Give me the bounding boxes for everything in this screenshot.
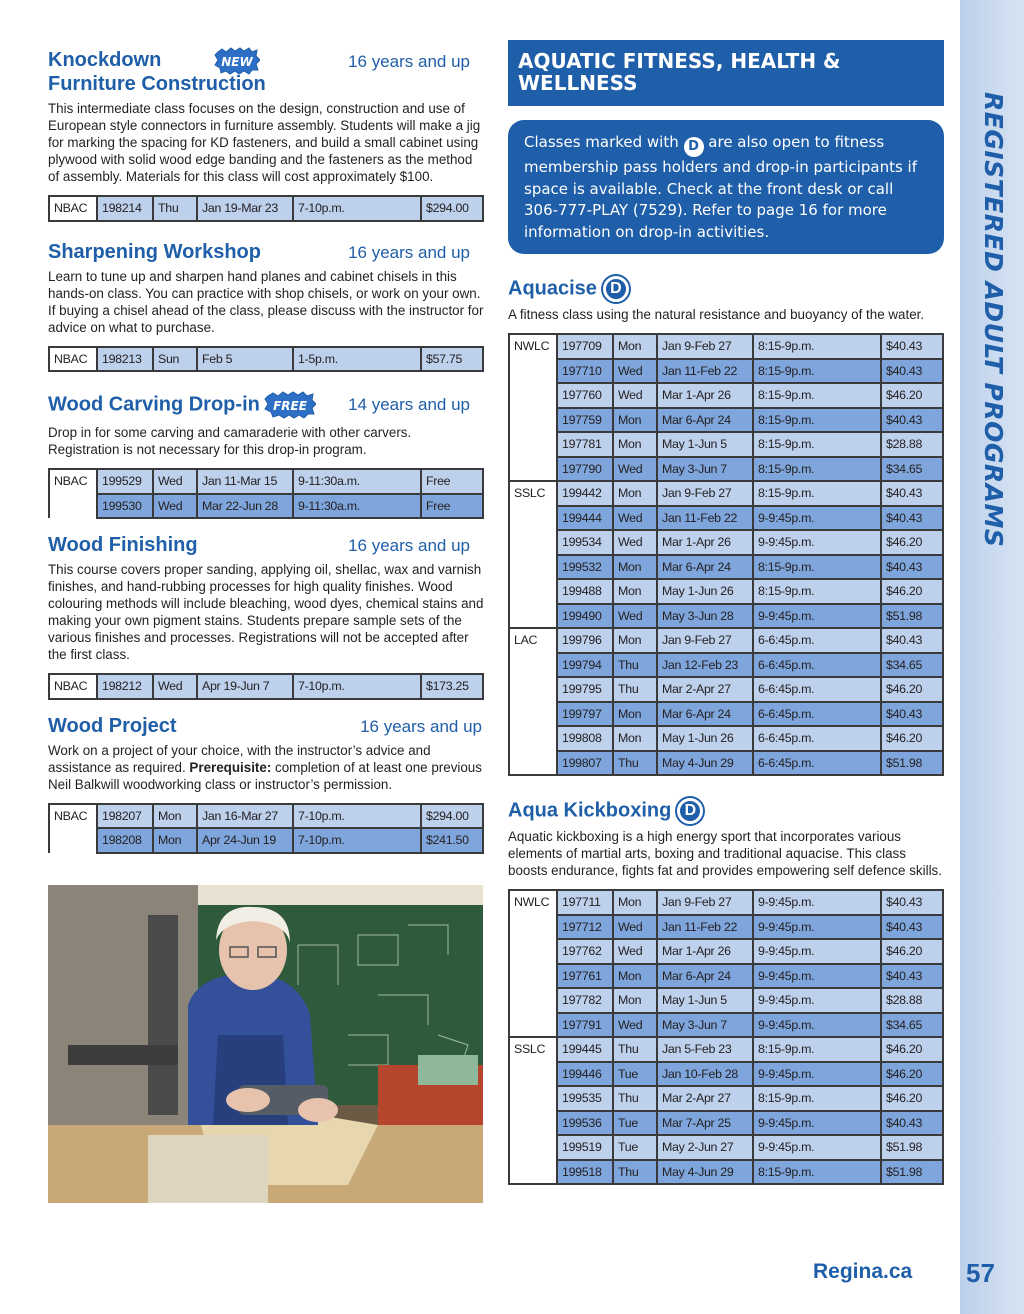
day-cell: Thu (613, 751, 657, 776)
dates-cell: Mar 22-Jun 28 (197, 494, 293, 519)
course-code-cell: 199442 (557, 481, 613, 506)
price-cell: $51.98 (881, 604, 943, 629)
price-cell: $34.65 (881, 1013, 943, 1038)
table-row (509, 677, 943, 702)
table-row (509, 628, 943, 653)
day-cell: Wed (613, 530, 657, 555)
course-code-cell: 198213 (97, 347, 153, 372)
day-cell: Sun (153, 347, 197, 372)
day-cell: Tue (613, 1062, 657, 1087)
section-description: Aquatic kickboxing is a high energy sport that incorporates various elements of martial arts, boxing and traditional aquacise. This class boosts endurance, fights fat and provides empowering self defence skills. (508, 829, 942, 878)
age-label: 14 years and up (348, 395, 470, 414)
course-code-cell: 199488 (557, 579, 613, 604)
course-code-cell: 199490 (557, 604, 613, 629)
price-cell: $40.43 (881, 890, 943, 915)
time-cell: 6-6:45p.m. (753, 702, 881, 727)
dates-cell: May 2-Jun 27 (657, 1135, 753, 1160)
section-description: Learn to tune up and sharpen hand planes and cabinet chisels in this hands-on class. You can practice with shop chisels, or work on your own. If buying a chisel ahead of the class, please discuss with the instructor for advice on what to purchase. (48, 268, 484, 335)
dates-cell: Mar 2-Apr 27 (657, 677, 753, 702)
day-cell: Wed (153, 494, 197, 519)
section-description: This course covers proper sanding, applying oil, shellac, wax and varnish finishes, and hand-rubbing processes for high quality finishes. Wood colouring methods will include bleaching, wood dyes, chemical stains and making your own pigment stains. Students prepare sample sets of the various finishes and processes. Registrations will not be accepted after the first class. (48, 562, 484, 662)
day-cell: Thu (613, 1086, 657, 1111)
day-cell: Mon (613, 702, 657, 727)
dates-cell: Jan 12-Feb 23 (657, 653, 753, 678)
section-title: Aqua Kickboxing D (508, 798, 944, 824)
section-finishing (48, 533, 484, 700)
price-cell: $241.50 (421, 828, 483, 853)
dates-cell: Jan 9-Feb 27 (657, 481, 753, 506)
table-row (509, 359, 943, 384)
schedule-table (508, 333, 944, 776)
time-cell: 9-9:45p.m. (753, 1135, 881, 1160)
course-code-cell: 199530 (97, 494, 153, 519)
price-cell: $40.43 (881, 481, 943, 506)
section-kickboxing (508, 798, 944, 1185)
dates-cell: Jan 9-Feb 27 (657, 628, 753, 653)
table-row (509, 988, 943, 1013)
time-cell: 8:15-9p.m. (753, 334, 881, 359)
dates-cell: Jan 11-Feb 22 (657, 915, 753, 940)
day-cell: Mon (613, 890, 657, 915)
schedule-table (508, 889, 944, 1185)
location-cell: NWLC (509, 334, 557, 481)
course-code-cell: 199445 (557, 1037, 613, 1062)
price-cell: $34.65 (881, 457, 943, 482)
table-row (509, 915, 943, 940)
section-project (48, 714, 484, 854)
time-cell: 7-10p.m. (293, 828, 421, 853)
table-row (509, 432, 943, 457)
time-cell: 9-11:30a.m. (293, 494, 421, 519)
woodworking-photo (48, 885, 483, 1203)
course-code-cell: 197761 (557, 964, 613, 989)
section-carving (48, 390, 484, 519)
time-cell: 9-11:30a.m. (293, 469, 421, 494)
dates-cell: Jan 9-Feb 27 (657, 334, 753, 359)
dates-cell: May 4-Jun 29 (657, 1160, 753, 1185)
day-cell: Thu (613, 1037, 657, 1062)
course-code-cell: 199536 (557, 1111, 613, 1136)
table-row (509, 555, 943, 580)
dates-cell: Mar 2-Apr 27 (657, 1086, 753, 1111)
time-cell: 7-10p.m. (293, 804, 421, 829)
course-code-cell: 199535 (557, 1086, 613, 1111)
table-row (509, 726, 943, 751)
course-code-cell: 198214 (97, 196, 153, 221)
day-cell: Thu (613, 653, 657, 678)
time-cell: 1-5p.m. (293, 347, 421, 372)
course-code-cell: 199532 (557, 555, 613, 580)
table-row (509, 457, 943, 482)
course-code-cell: 199519 (557, 1135, 613, 1160)
price-cell: $46.20 (881, 530, 943, 555)
day-cell: Tue (613, 1135, 657, 1160)
page-number: 57 (966, 1258, 995, 1288)
price-cell: $40.43 (881, 506, 943, 531)
price-cell: $28.88 (881, 432, 943, 457)
dates-cell: Jan 11-Mar 15 (197, 469, 293, 494)
day-cell: Mon (613, 964, 657, 989)
table-row (49, 469, 483, 494)
course-code-cell: 197782 (557, 988, 613, 1013)
rows-carving (49, 469, 483, 518)
dates-cell: Jan 16-Mar 27 (197, 804, 293, 829)
price-cell: $40.43 (881, 359, 943, 384)
table-row (509, 653, 943, 678)
day-cell: Tue (613, 1111, 657, 1136)
table-row (509, 334, 943, 359)
day-cell: Mon (613, 432, 657, 457)
course-code-cell: 199797 (557, 702, 613, 727)
table-row (49, 804, 483, 829)
section-description: Drop in for some carving and camaraderie with other carvers. Registration is not necessary for this drop-in program. (48, 425, 412, 457)
table-row (509, 506, 943, 531)
table-row (509, 964, 943, 989)
price-cell: $40.43 (881, 408, 943, 433)
course-code-cell: 199808 (557, 726, 613, 751)
time-cell: 8:15-9p.m. (753, 359, 881, 384)
course-code-cell: 199529 (97, 469, 153, 494)
svg-text:NEW: NEW (221, 55, 253, 69)
dates-cell: May 1-Jun 5 (657, 432, 753, 457)
time-cell: 9-9:45p.m. (753, 915, 881, 940)
day-cell: Thu (613, 1160, 657, 1185)
dates-cell: Jan 19-Mar 23 (197, 196, 293, 221)
schedule-table (48, 673, 484, 700)
time-cell: 8:15-9p.m. (753, 481, 881, 506)
sidebar-title: REGISTERED ADULT PROGRAMS (979, 92, 1008, 548)
section-title: Wood Project (48, 714, 177, 737)
rows-kickboxing (509, 890, 943, 1184)
age-label: 16 years and up (348, 52, 470, 71)
dates-cell: Jan 11-Feb 22 (657, 359, 753, 384)
table-row (509, 1062, 943, 1087)
course-code-cell: 199446 (557, 1062, 613, 1087)
age-label: 16 years and up (348, 536, 470, 555)
time-cell: 6-6:45p.m. (753, 726, 881, 751)
day-cell: Wed (613, 939, 657, 964)
table-row (49, 347, 483, 372)
price-cell: $46.20 (881, 383, 943, 408)
dropin-d-icon: D (677, 798, 703, 824)
right-column (508, 40, 944, 1185)
price-cell: $34.65 (881, 653, 943, 678)
price-cell: $51.98 (881, 1160, 943, 1185)
course-code-cell: 199796 (557, 628, 613, 653)
price-cell: $46.20 (881, 677, 943, 702)
dates-cell: Mar 6-Apr 24 (657, 408, 753, 433)
schedule-table (48, 346, 484, 373)
dates-cell: Mar 1-Apr 26 (657, 939, 753, 964)
day-cell: Wed (153, 469, 197, 494)
time-cell: 8:15-9p.m. (753, 579, 881, 604)
drop-in-info-box: Classes marked with D are also open to fitness membership pass holders and drop-in participants if space is available. Check at the front desk or call 306-777-PLAY (7529). Refer to page 16 for more information on drop-in activities. (508, 120, 944, 254)
day-cell: Mon (613, 408, 657, 433)
time-cell: 9-9:45p.m. (753, 1013, 881, 1038)
dates-cell: May 1-Jun 26 (657, 726, 753, 751)
time-cell: 7-10p.m. (293, 196, 421, 221)
section-title: Knockdown Furniture Construction (48, 49, 266, 95)
dates-cell: Jan 5-Feb 23 (657, 1037, 753, 1062)
dates-cell: Mar 6-Apr 24 (657, 555, 753, 580)
time-cell: 9-9:45p.m. (753, 1062, 881, 1087)
schedule-table (48, 195, 484, 222)
dates-cell: Mar 1-Apr 26 (657, 530, 753, 555)
dropin-d-icon: D (603, 276, 629, 302)
time-cell: 8:15-9p.m. (753, 1037, 881, 1062)
svg-text:FREE: FREE (272, 399, 307, 413)
dates-cell: Jan 10-Feb 28 (657, 1062, 753, 1087)
section-knockdown (48, 48, 484, 222)
day-cell: Mon (613, 628, 657, 653)
dates-cell: Apr 24-Jun 19 (197, 828, 293, 853)
location-cell: SSLC (509, 481, 557, 628)
dates-cell: May 1-Jun 5 (657, 988, 753, 1013)
day-cell: Mon (153, 828, 197, 853)
day-cell: Wed (613, 915, 657, 940)
location-cell: NBAC (49, 347, 97, 372)
location-cell: LAC (509, 628, 557, 775)
dates-cell: Mar 7-Apr 25 (657, 1111, 753, 1136)
time-cell: 8:15-9p.m. (753, 555, 881, 580)
table-row (509, 1135, 943, 1160)
dates-cell: Jan 11-Feb 22 (657, 506, 753, 531)
price-cell: $46.20 (881, 939, 943, 964)
price-cell: $173.25 (421, 674, 483, 699)
time-cell: 9-9:45p.m. (753, 530, 881, 555)
price-cell: $40.43 (881, 555, 943, 580)
table-row (509, 1013, 943, 1038)
time-cell: 8:15-9p.m. (753, 432, 881, 457)
day-cell: Wed (613, 1013, 657, 1038)
rows-project (49, 804, 483, 853)
dates-cell: Mar 6-Apr 24 (657, 702, 753, 727)
course-code-cell: 199444 (557, 506, 613, 531)
table-row (509, 481, 943, 506)
course-code-cell: 198212 (97, 674, 153, 699)
day-cell: Wed (613, 457, 657, 482)
section-description: A fitness class using the natural resistance and buoyancy of the water. (508, 307, 925, 322)
course-code-cell: 197762 (557, 939, 613, 964)
course-code-cell: 199807 (557, 751, 613, 776)
dates-cell: May 3-Jun 28 (657, 604, 753, 629)
schedule-table (48, 803, 484, 854)
section-title: Wood Carving Drop-in FREE (48, 390, 320, 420)
day-cell: Wed (613, 604, 657, 629)
price-cell: $46.20 (881, 726, 943, 751)
time-cell: 8:15-9p.m. (753, 1160, 881, 1185)
time-cell: 6-6:45p.m. (753, 677, 881, 702)
course-code-cell: 197760 (557, 383, 613, 408)
course-code-cell: 197791 (557, 1013, 613, 1038)
course-code-cell: 197709 (557, 334, 613, 359)
day-cell: Mon (613, 726, 657, 751)
time-cell: 7-10p.m. (293, 674, 421, 699)
price-cell: $40.43 (881, 964, 943, 989)
price-cell: $46.20 (881, 1062, 943, 1087)
course-code-cell: 197711 (557, 890, 613, 915)
time-cell: 9-9:45p.m. (753, 604, 881, 629)
price-cell: Free (421, 469, 483, 494)
course-code-cell: 199518 (557, 1160, 613, 1185)
location-cell (49, 828, 97, 853)
time-cell: 8:15-9p.m. (753, 383, 881, 408)
time-cell: 9-9:45p.m. (753, 988, 881, 1013)
price-cell: $40.43 (881, 702, 943, 727)
dropin-d-icon: D (684, 137, 704, 157)
price-cell: Free (421, 494, 483, 519)
table-row (49, 674, 483, 699)
table-row (509, 1160, 943, 1185)
schedule-table (48, 468, 484, 519)
dates-cell: May 1-Jun 26 (657, 579, 753, 604)
age-label: 16 years and up (360, 716, 482, 736)
time-cell: 8:15-9p.m. (753, 408, 881, 433)
dates-cell: Mar 6-Apr 24 (657, 964, 753, 989)
day-cell: Mon (613, 988, 657, 1013)
rows-sharpening (49, 347, 483, 372)
free-badge-icon (264, 390, 316, 420)
time-cell: 6-6:45p.m. (753, 653, 881, 678)
aquatic-header: AQUATIC FITNESS, HEALTH & WELLNESS (508, 40, 944, 106)
location-cell: NBAC (49, 196, 97, 221)
table-row (49, 494, 483, 519)
price-cell: $51.98 (881, 1135, 943, 1160)
price-cell: $46.20 (881, 1037, 943, 1062)
table-row (509, 383, 943, 408)
price-cell: $46.20 (881, 1086, 943, 1111)
price-cell: $40.43 (881, 334, 943, 359)
price-cell: $46.20 (881, 579, 943, 604)
section-title: Aquacise D (508, 276, 944, 302)
section-description: Work on a project of your choice, with the instructor’s advice and assistance as required. Prerequisite: completion of at least one previous Neil Balkwill woodworking class or instructor’s permission. (48, 742, 482, 792)
day-cell: Wed (153, 674, 197, 699)
course-code-cell: 198207 (97, 804, 153, 829)
dates-cell: Mar 1-Apr 26 (657, 383, 753, 408)
price-cell: $51.98 (881, 751, 943, 776)
table-row (509, 530, 943, 555)
course-code-cell: 197710 (557, 359, 613, 384)
table-row (509, 751, 943, 776)
woodworking-photo-image (48, 885, 483, 1203)
time-cell: 9-9:45p.m. (753, 506, 881, 531)
time-cell: 9-9:45p.m. (753, 890, 881, 915)
course-code-cell: 197712 (557, 915, 613, 940)
time-cell: 8:15-9p.m. (753, 1086, 881, 1111)
course-code-cell: 197759 (557, 408, 613, 433)
dates-cell: May 4-Jun 29 (657, 751, 753, 776)
price-cell: $40.43 (881, 1111, 943, 1136)
table-row (509, 604, 943, 629)
price-cell: $294.00 (421, 804, 483, 829)
location-cell: NWLC (509, 890, 557, 1037)
section-title: Wood Finishing (48, 534, 198, 556)
dates-cell: May 3-Jun 7 (657, 1013, 753, 1038)
price-cell: $294.00 (421, 196, 483, 221)
table-row (49, 828, 483, 853)
location-cell: NBAC (49, 469, 97, 494)
day-cell: Thu (153, 196, 197, 221)
day-cell: Wed (613, 383, 657, 408)
price-cell: $40.43 (881, 628, 943, 653)
table-row (509, 1086, 943, 1111)
time-cell: 9-9:45p.m. (753, 1111, 881, 1136)
location-cell (49, 494, 97, 519)
dates-cell: Feb 5 (197, 347, 293, 372)
table-row (49, 196, 483, 221)
age-label: 16 years and up (348, 242, 470, 262)
table-row (509, 939, 943, 964)
dates-cell: Jan 9-Feb 27 (657, 890, 753, 915)
time-cell: 9-9:45p.m. (753, 939, 881, 964)
table-row (509, 579, 943, 604)
table-row (509, 1111, 943, 1136)
time-cell: 6-6:45p.m. (753, 628, 881, 653)
rows-finishing (49, 674, 483, 699)
section-aquacise (508, 276, 944, 776)
location-cell: NBAC (49, 674, 97, 699)
course-code-cell: 199795 (557, 677, 613, 702)
day-cell: Mon (153, 804, 197, 829)
price-cell: $40.43 (881, 915, 943, 940)
rows-aquacise (509, 334, 943, 775)
price-cell: $57.75 (421, 347, 483, 372)
section-description: This intermediate class focuses on the design, construction and use of European style connectors in furniture assembly. Students will make a jig for marking the spacing for KD fasteners, and build a small cabinet using plywood with solid wood edge banding and the fasteners as the method of assembly. Materials for this class will cost approximately $100. (48, 101, 481, 184)
day-cell: Wed (613, 506, 657, 531)
price-cell: $28.88 (881, 988, 943, 1013)
time-cell: 8:15-9p.m. (753, 457, 881, 482)
section-title: Sharpening Workshop (48, 240, 261, 263)
course-code-cell: 199794 (557, 653, 613, 678)
table-row (509, 890, 943, 915)
time-cell: 6-6:45p.m. (753, 751, 881, 776)
table-row (509, 408, 943, 433)
left-column (48, 48, 484, 854)
dates-cell: May 3-Jun 7 (657, 457, 753, 482)
day-cell: Wed (613, 359, 657, 384)
location-cell: NBAC (49, 804, 97, 829)
day-cell: Mon (613, 579, 657, 604)
course-code-cell: 197781 (557, 432, 613, 457)
location-cell: SSLC (509, 1037, 557, 1184)
day-cell: Mon (613, 334, 657, 359)
course-code-cell: 197790 (557, 457, 613, 482)
day-cell: Mon (613, 481, 657, 506)
course-code-cell: 199534 (557, 530, 613, 555)
table-row (509, 1037, 943, 1062)
course-code-cell: 198208 (97, 828, 153, 853)
new-badge-icon (214, 46, 260, 76)
table-row (509, 702, 943, 727)
rows-knockdown (49, 196, 483, 221)
day-cell: Thu (613, 677, 657, 702)
dates-cell: Apr 19-Jun 7 (197, 674, 293, 699)
time-cell: 9-9:45p.m. (753, 964, 881, 989)
day-cell: Mon (613, 555, 657, 580)
section-sharpening (48, 240, 484, 373)
footer-website: Regina.ca (813, 1260, 913, 1283)
